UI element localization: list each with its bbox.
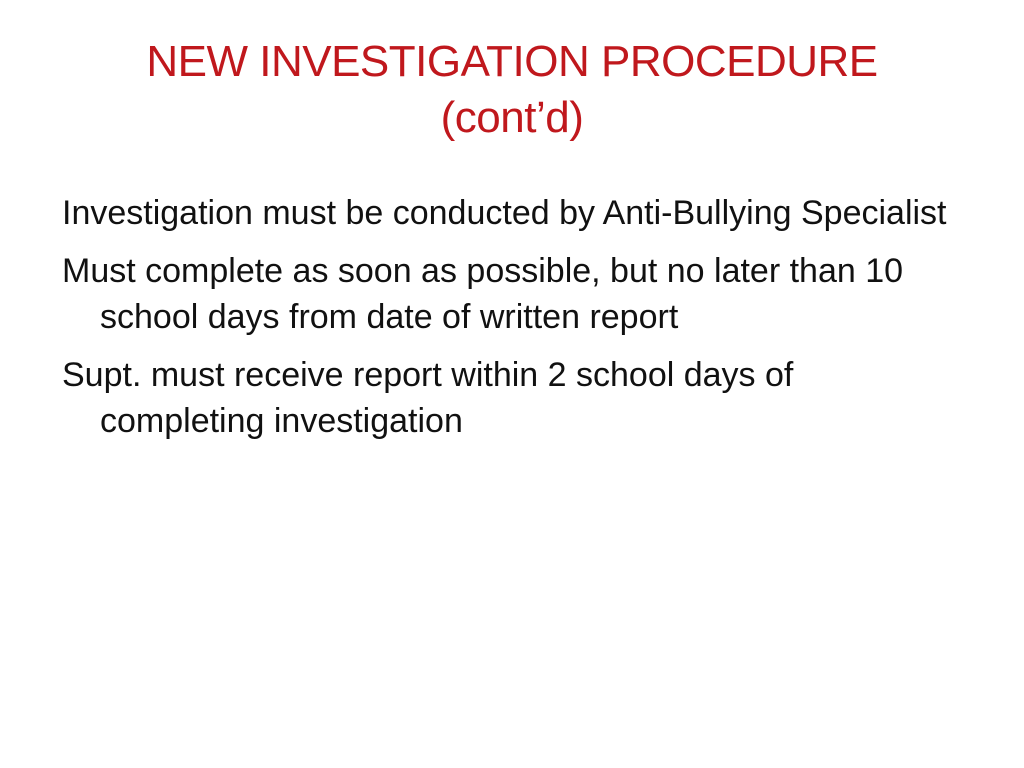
bullet-item-investigator: Investigation must be conducted by Anti-Bullying Specialist	[62, 194, 947, 232]
slide-title-line-2: (cont’d)	[440, 93, 584, 142]
bullet-item-deadline: Must complete as soon as possible, but no later than 10 school days from date of written report	[62, 252, 904, 336]
slide-title	[60, 34, 964, 146]
bullet-item-superintendent-report: Supt. must receive report within 2 school days of completing investigation	[62, 356, 794, 440]
bullet-list	[62, 190, 962, 456]
slide-title-line-1: NEW INVESTIGATION PROCEDURE	[146, 37, 878, 86]
